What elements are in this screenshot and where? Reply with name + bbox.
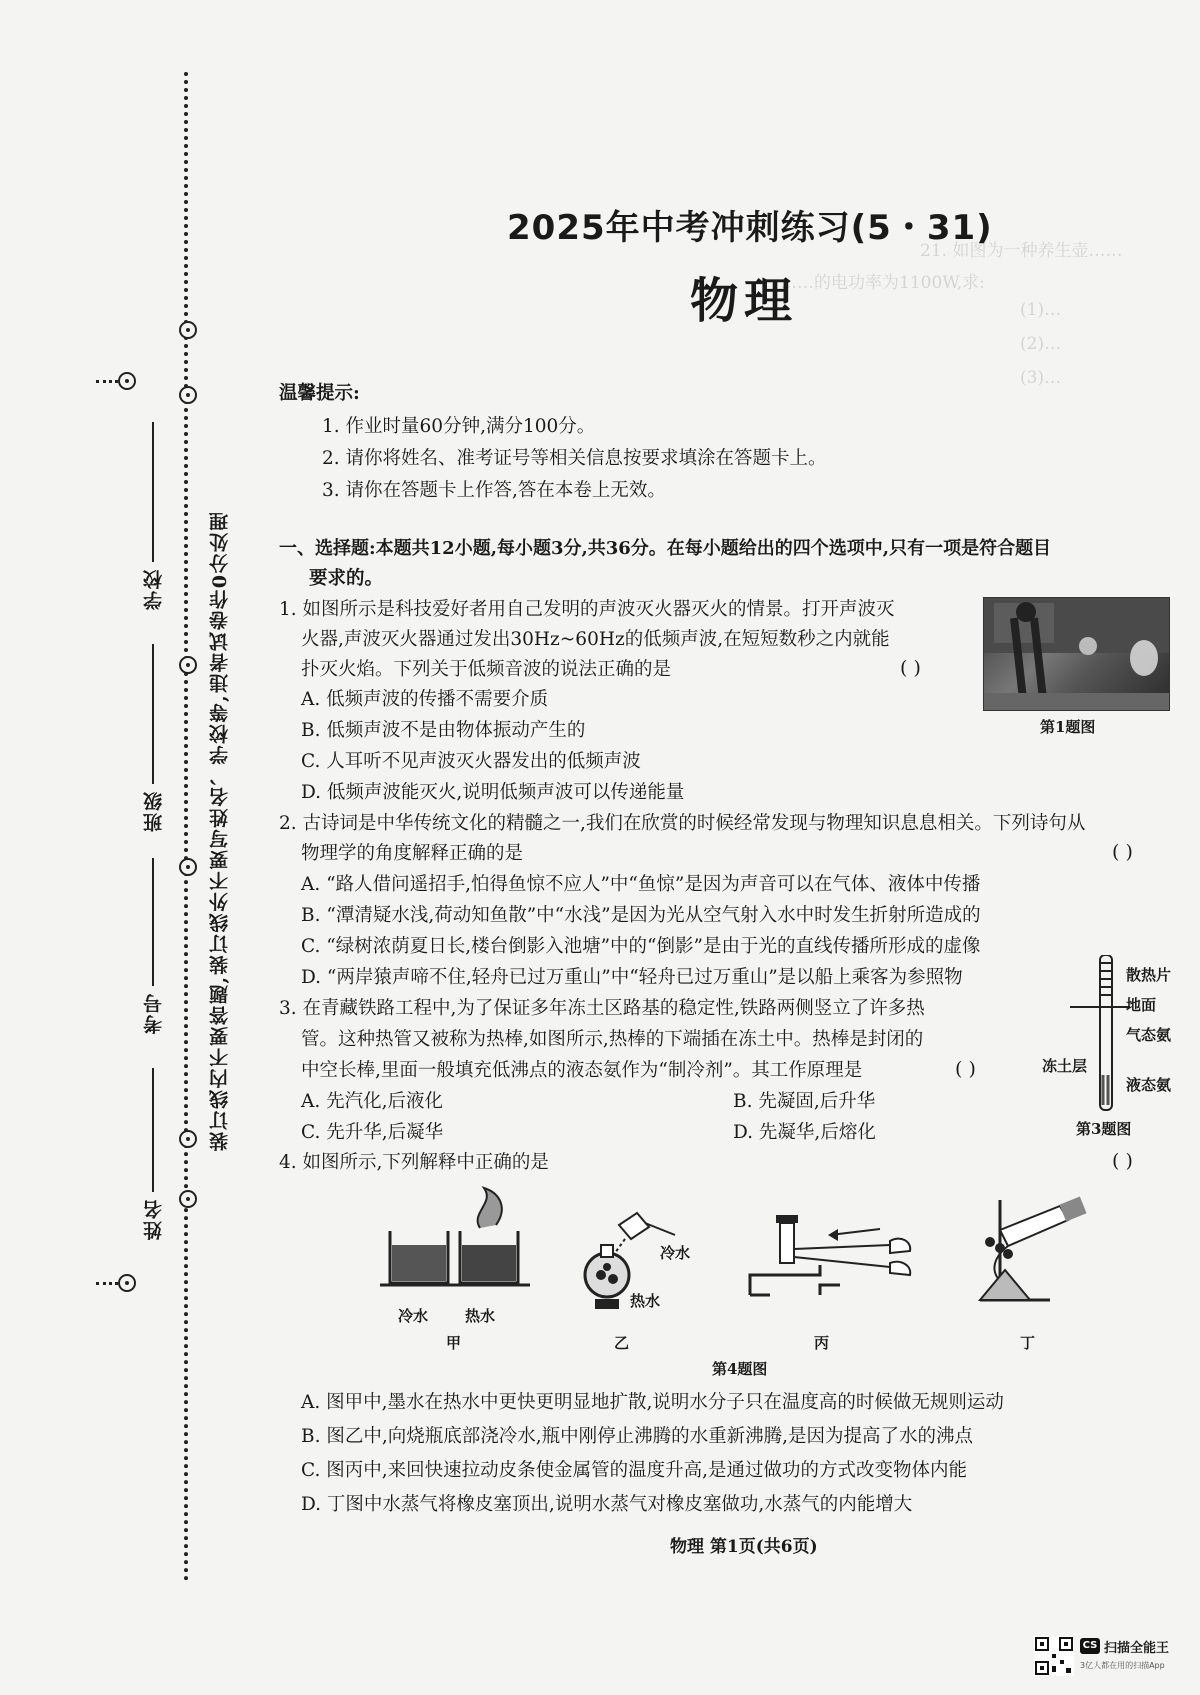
binding-hole <box>118 372 136 390</box>
answer-paren: ( ) <box>900 657 921 679</box>
bleed-through: (3)… <box>1020 368 1062 388</box>
binding-hole <box>179 1190 197 1208</box>
fig-label-bing: 丙 <box>814 1334 830 1352</box>
binding-dotted-line <box>184 72 188 1582</box>
heatpipe-label-ground: 地面 <box>1126 996 1157 1014</box>
fig-label-jia: 甲 <box>446 1334 462 1352</box>
fig-label-yi-hot: 热水 <box>630 1292 661 1310</box>
bleed-through: (2)… <box>1020 334 1062 354</box>
option: C. “绿树浓荫夏日长,楼台倒影入池塘”中的“倒影”是由于光的直线传播所形成的虚像 <box>301 936 981 957</box>
binding-hole <box>179 858 197 876</box>
binding-hole <box>179 386 197 404</box>
name-field[interactable] <box>152 1068 154 1192</box>
q4-fig-bing-tube <box>740 1205 920 1310</box>
exam-no-field[interactable] <box>152 858 154 986</box>
question-text: 3. 在青藏铁路工程中,为了保证多年冻土区路基的稳定性,铁路两侧竖立了许多热 <box>279 998 925 1019</box>
fig-label-yi-cold: 冷水 <box>660 1244 691 1262</box>
q1-photo-art <box>984 598 1169 710</box>
heatpipe-label-gas: 气态氨 <box>1126 1026 1172 1044</box>
name-label: 姓名 <box>143 1198 165 1240</box>
answer-paren: ( ) <box>955 1058 976 1080</box>
question-text: 中空长棒,里面一般填充低沸点的液态氨作为“制冷剂”。其工作原理是 <box>301 1060 863 1081</box>
tip-item: 2. 请你将姓名、准考证号等相关信息按要求填涂在答题卡上。 <box>322 448 827 469</box>
option: B. 先凝固,后升华 <box>733 1091 876 1112</box>
figure-caption: 第1题图 <box>1040 718 1096 736</box>
qr-code <box>1034 1636 1074 1676</box>
bleed-through: ……的电功率为1100W,求: <box>780 273 985 293</box>
option: B. 低频声波不是由物体振动产生的 <box>301 720 586 741</box>
question-text: 2. 古诗词是中华传统文化的精髓之一,我们在欣赏的时候经常发现与物理知识息息相关。下列诗句从 <box>279 813 1086 834</box>
option: D. 先凝华,后熔化 <box>733 1122 876 1143</box>
binding-hole <box>179 321 197 339</box>
option: A. “路人借问遥招手,怕得鱼惊不应人”中“鱼惊”是因为声音可以在气体、液体中传播 <box>301 874 981 895</box>
question-text: 扑灭火焰。下列关于低频音波的说法正确的是 <box>301 659 672 680</box>
answer-paren: ( ) <box>1112 1150 1133 1172</box>
tip-item: 1. 作业时量60分钟,满分100分。 <box>322 416 596 437</box>
school-label: 学校 <box>143 568 165 610</box>
option: C. 人耳听不见声波灭火器发出的低频声波 <box>301 751 641 772</box>
question-text: 火器,声波灭火器通过发出30Hz~60Hz的低频声波,在短短数秒之内就能 <box>301 629 890 650</box>
option: D. 丁图中水蒸气将橡皮塞顶出,说明水蒸气对橡皮塞做功,水蒸气的内能增大 <box>301 1494 913 1515</box>
scanner-tagline: 3亿人都在用的扫描App <box>1080 1661 1165 1670</box>
binding-hole <box>118 1274 136 1292</box>
fig-label-yi: 乙 <box>614 1334 630 1352</box>
fig-label-hot: 热水 <box>465 1307 496 1325</box>
option: C. 先升华,后凝华 <box>301 1122 444 1143</box>
heatpipe-label-fins: 散热片 <box>1126 966 1172 984</box>
binding-hole <box>179 1130 197 1148</box>
heatpipe-label-liquid: 液态氨 <box>1126 1076 1172 1094</box>
tip-item: 3. 请你在答题卡上作答,答在本卷上无效。 <box>322 480 666 501</box>
class-label: 班级 <box>143 790 165 832</box>
question-text: 1. 如图所示是科技爱好者用自己发明的声波灭火器灭火的情景。打开声波灭 <box>279 599 895 620</box>
bleed-through: (1)… <box>1020 300 1062 320</box>
answer-paren: ( ) <box>1112 841 1133 863</box>
tips-heading: 温馨提示: <box>279 383 360 404</box>
binding-hole <box>179 656 197 674</box>
scanner-name: 扫描全能王 <box>1104 1641 1170 1656</box>
school-field[interactable] <box>152 422 154 562</box>
binding-dots <box>96 1282 118 1285</box>
option: D. “两岸猿声啼不住,轻舟已过万重山”中“轻舟已过万重山”是以船上乘客为参照物 <box>301 967 963 988</box>
option: A. 低频声波的传播不需要介质 <box>301 689 549 710</box>
option: A. 先汽化,后液化 <box>301 1091 444 1112</box>
section-heading: 一、选择题:本题共12小题,每小题3分,共36分。在每小题给出的四个选项中,只有一项是符合题目 <box>279 538 1052 559</box>
class-field[interactable] <box>152 644 154 784</box>
fig-label-cold: 冷水 <box>398 1307 429 1325</box>
option: D. 低频声波能灭火,说明低频声波可以传递能量 <box>301 782 685 803</box>
page-title: 2025年中考冲刺练习(5・31) <box>507 208 993 248</box>
option: C. 图丙中,来回快速拉动皮条使金属管的温度升高,是通过做功的方式改变物体内能 <box>301 1460 968 1481</box>
option: B. “潭清疑水浅,荷动知鱼散”中“水浅”是因为光从空气射入水中时发生折射所造成的 <box>301 905 981 926</box>
figure-caption: 第3题图 <box>1076 1120 1132 1138</box>
question-text: 管。这种热管又被称为热棒,如图所示,热棒的下端插在冻土中。热棒是封闭的 <box>301 1029 924 1050</box>
option: A. 图甲中,墨水在热水中更快更明显地扩散,说明水分子只在温度高的时候做无规则运动 <box>301 1392 1004 1413</box>
binding-dots <box>96 380 118 383</box>
q4-fig-ding-steam <box>960 1190 1110 1315</box>
q1-photo <box>983 597 1170 711</box>
section-heading: 要求的。 <box>309 568 384 589</box>
page-footer: 物理 第1页(共6页) <box>670 1537 818 1557</box>
q3-heatpipe-figure <box>1070 955 1130 1115</box>
exam-no-label: 考号 <box>143 992 165 1034</box>
binding-warning: 装订线内不要答题,装订线外不要写姓名、学校等,违者试卷作0分处理 <box>209 510 231 1152</box>
question-text: 4. 如图所示,下列解释中正确的是 <box>279 1152 549 1173</box>
scanner-logo: CS <box>1080 1638 1100 1654</box>
bleed-through: 21. 如图为一种养生壶…… <box>920 241 1123 261</box>
figure-caption: 第4题图 <box>712 1360 768 1378</box>
q4-fig-jia-beakers <box>380 1183 530 1293</box>
fig-label-ding: 丁 <box>1020 1334 1036 1352</box>
heatpipe-label-permafrost: 冻土层 <box>1042 1057 1088 1075</box>
option: B. 图乙中,向烧瓶底部浇冷水,瓶中刚停止沸腾的水重新沸腾,是因为提高了水的沸点 <box>301 1426 974 1447</box>
subject-title: 物理 <box>690 273 799 329</box>
question-text: 物理学的角度解释正确的是 <box>301 843 524 864</box>
